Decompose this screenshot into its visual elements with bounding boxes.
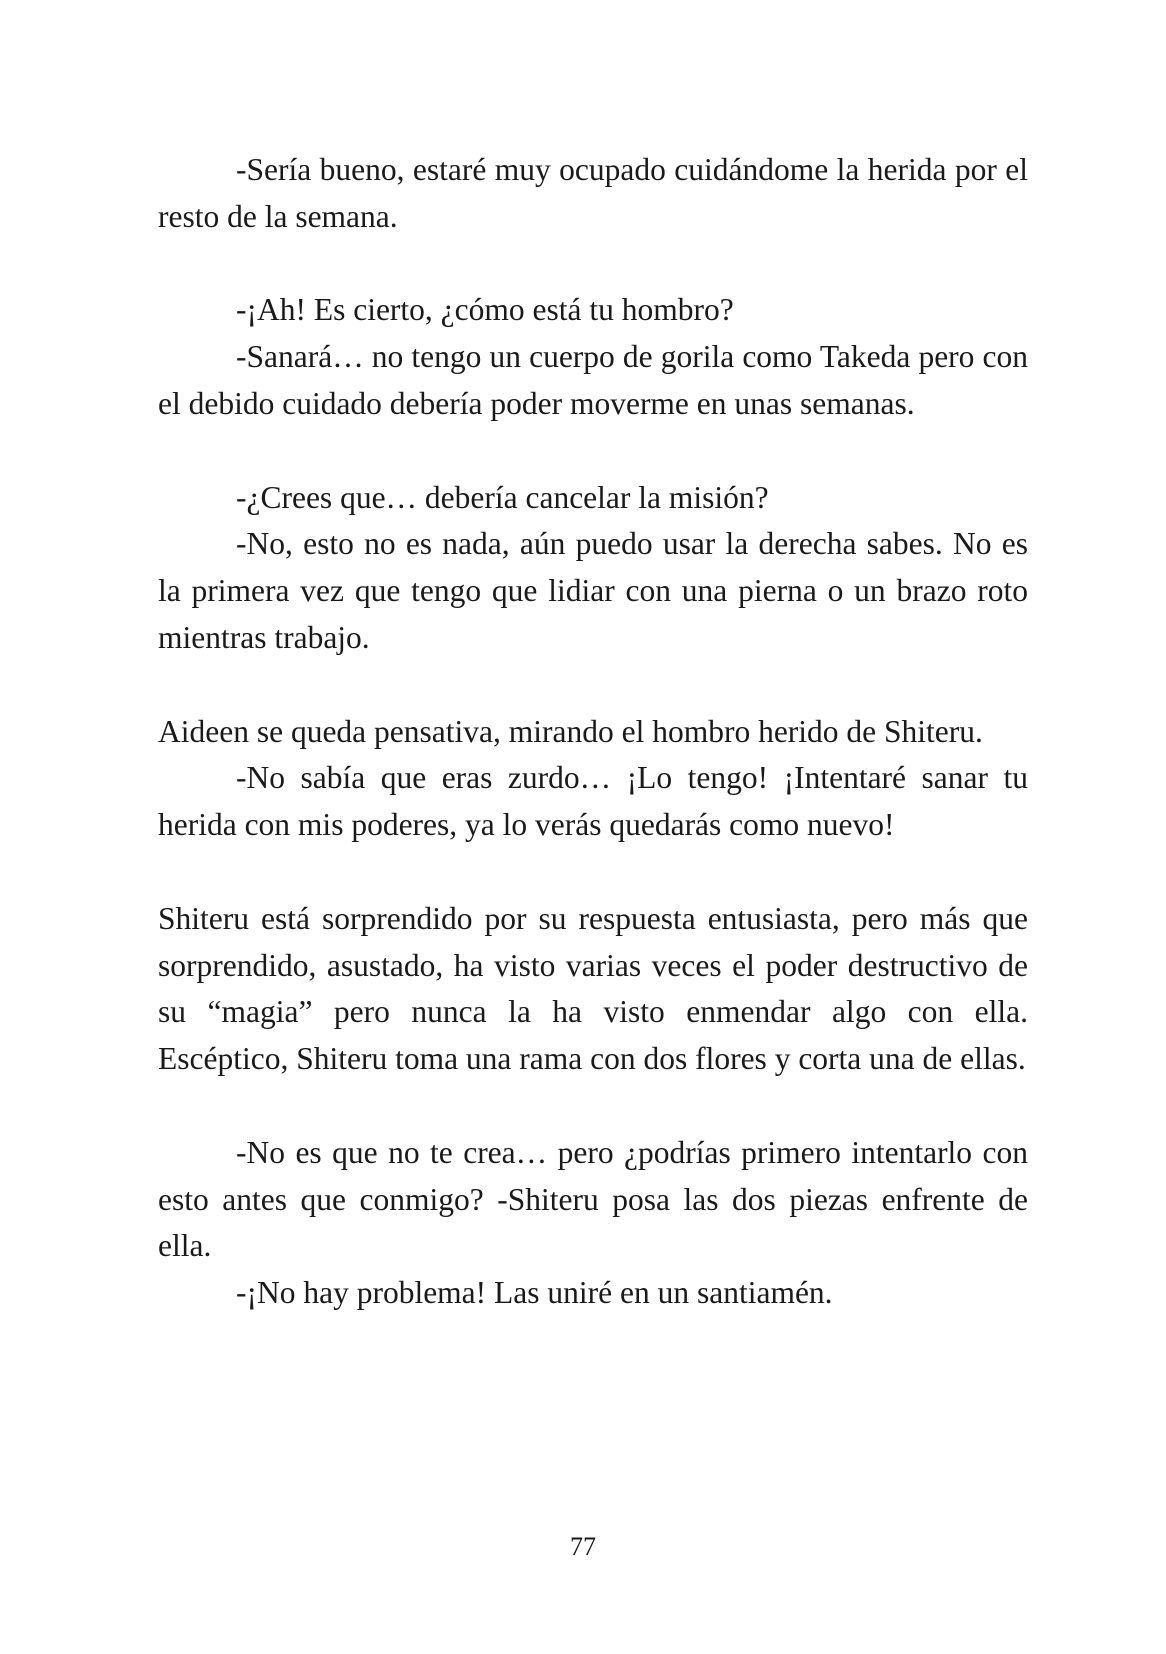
paragraph: -¡Ah! Es cierto, ¿cómo está tu hombro? <box>236 292 734 328</box>
paragraph: -Sanará… no tengo un cuerpo de gorila como Takeda pero con el debido cuidado debería poder moverme en unas semanas. <box>158 339 1028 421</box>
paragraph: -No es que no te crea… pero ¿podrías primero intentarlo con esto antes que conmigo? -Shiteru posa las dos piezas enfrente de ella. <box>158 1134 1028 1264</box>
paragraph: -No, esto no es nada, aún puedo usar la derecha sabes. No es la primera vez que tengo que lidiar con una pierna o un brazo roto mientras trabajo. <box>158 526 1028 655</box>
paragraph: Aideen se queda pensativa, mirando el hombro herido de Shiteru. <box>158 713 983 749</box>
paragraph: -Sería bueno, estaré muy ocupado cuidándome la herida por el resto de la semana. <box>158 152 1028 234</box>
paragraph: Shiteru está sorprendido por su respuesta entusiasta, pero más que sorprendido, asustado, ha visto varias veces el poder destructivo de su “magia” pero nunca la ha visto enmendar algo con ella. Escéptico, Shiteru toma una rama con dos flores y corta una de ellas. <box>158 900 1028 1077</box>
body-text <box>158 147 1028 1317</box>
paragraph: -¿Crees que… debería cancelar la misión? <box>236 479 769 515</box>
paragraph: -¡No hay problema! Las uniré en un santiamén. <box>236 1275 833 1311</box>
page-number: 77 <box>570 1532 596 1561</box>
paragraph: -No sabía que eras zurdo… ¡Lo tengo! ¡Intentaré sanar tu herida con mis poderes, ya lo verás quedarás como nuevo! <box>158 760 1028 843</box>
